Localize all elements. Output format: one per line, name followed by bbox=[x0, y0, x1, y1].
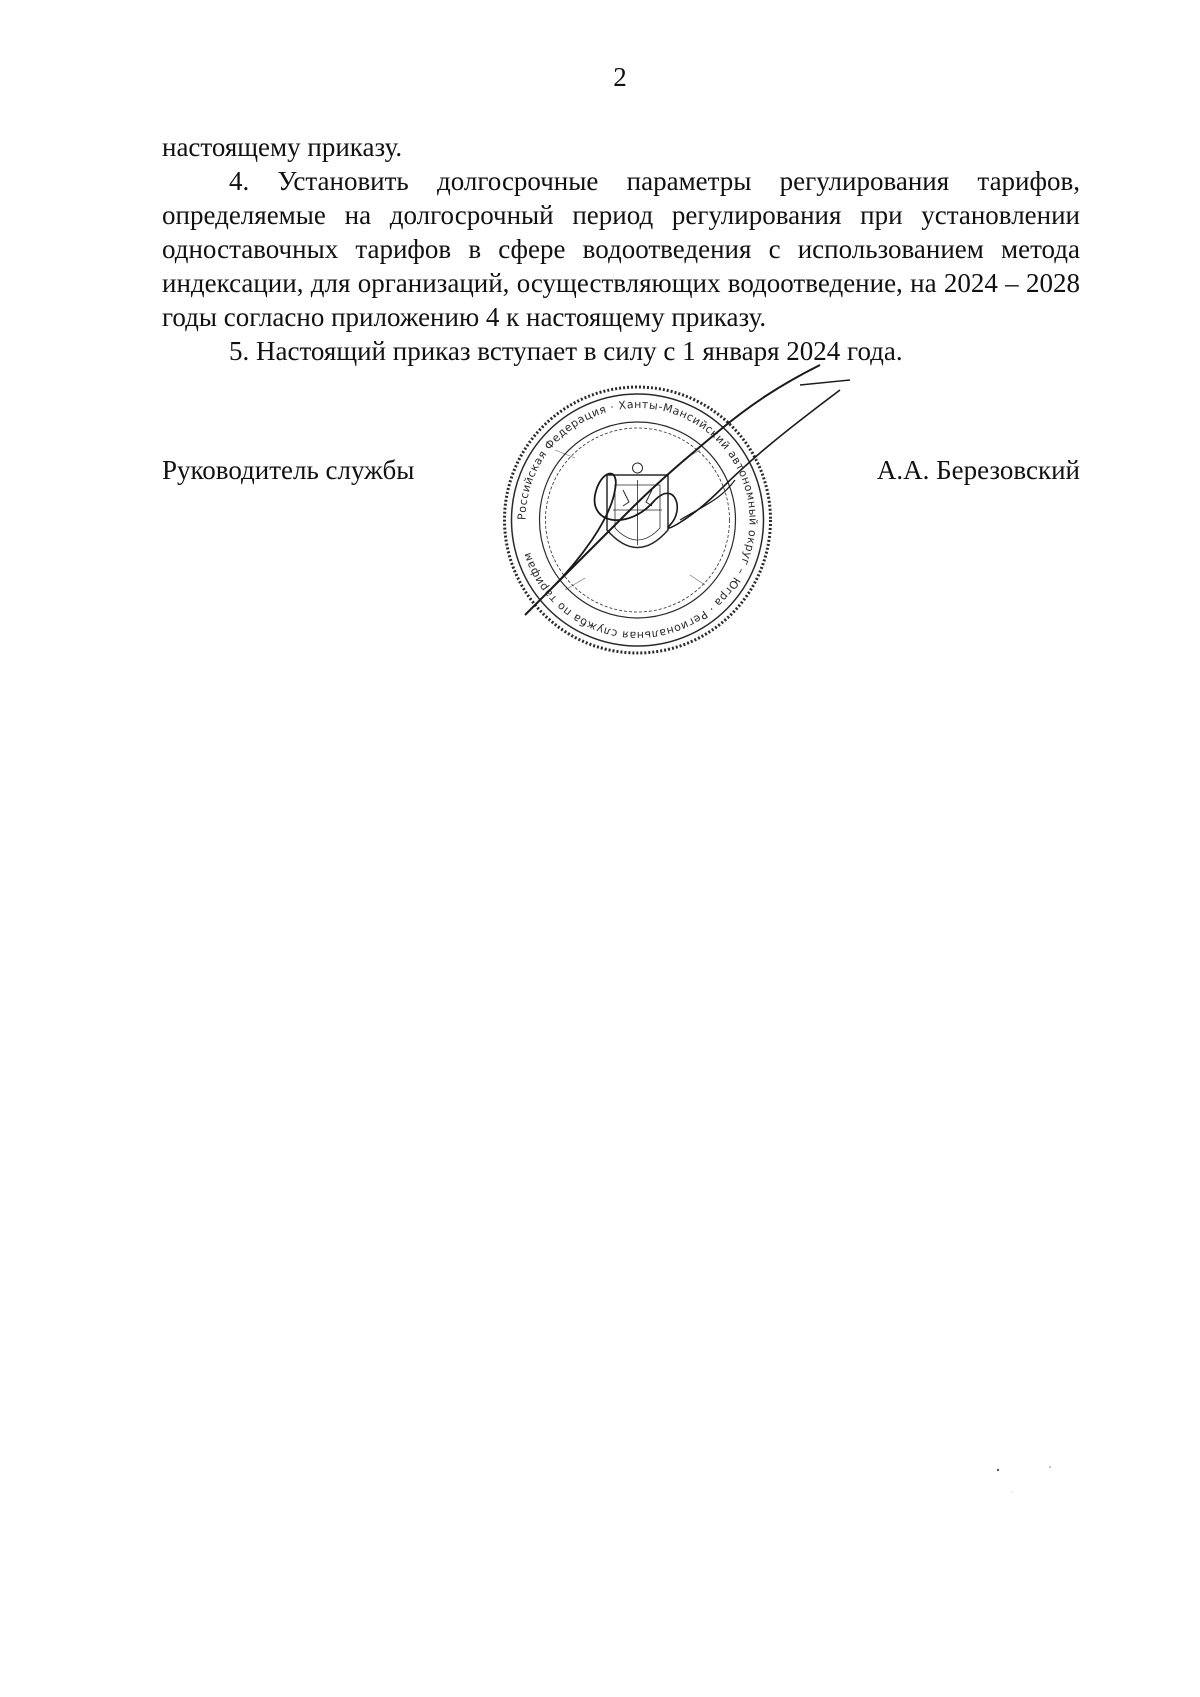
seal-ring-text: Российская Федерация · Ханты-Мансийский автономный округ – Югра · Региональная служба по тарифам bbox=[515, 397, 760, 643]
paragraph-item-4: 4. Установить долгосрочные параметры регулирования тарифов, определяемые на долгосрочный период регулирования при установлении одноставочных тарифов в сфере водоотведения с использованием метода индексации, для организаций, осуществляющих водоотведение, на 2024 – 2028 годы согласно приложению 4 к настоящему приказу. bbox=[162, 166, 1080, 332]
scan-artifacts bbox=[990, 1462, 1070, 1502]
document-body bbox=[162, 130, 1080, 368]
paragraph-item-5: 5. Настоящий приказ вступает в силу с 1 января 2024 года. bbox=[229, 336, 903, 366]
page-number: 2 bbox=[613, 62, 627, 92]
signer-name: А.А. Березовский bbox=[876, 455, 1080, 485]
signer-position: Руководитель службы bbox=[162, 455, 415, 485]
handwritten-signature bbox=[520, 360, 860, 620]
paragraph-continuation: настоящему приказу. bbox=[162, 132, 403, 162]
